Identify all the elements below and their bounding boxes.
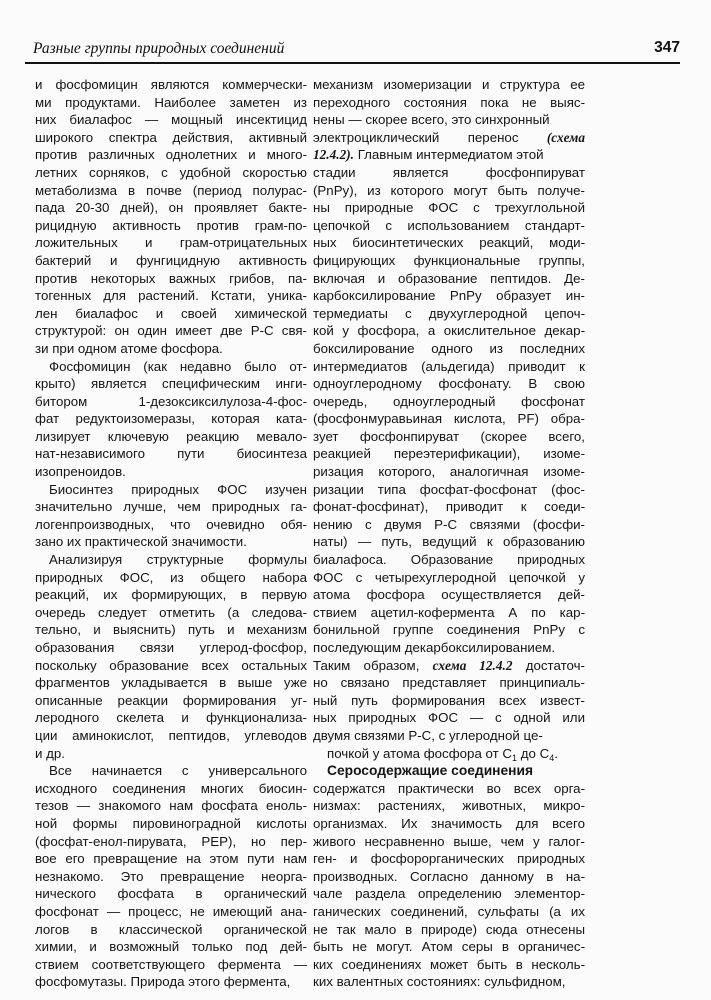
- text-line: ганических соединений, сульфаты (а их: [313, 903, 585, 919]
- text-line: изопреноидов.: [35, 464, 126, 480]
- text-line: логенпроизводных, что очевидно обя-: [35, 516, 307, 532]
- text-line: фонат-фосфинат), приводит к соеди-: [313, 499, 585, 515]
- text-line: и др.: [35, 745, 65, 761]
- text-line: но связано представляет принципиаль-: [313, 675, 585, 691]
- text-line: бактерий и фунгицидную активность: [35, 252, 307, 268]
- text-line: лен биалафос и своей химической: [35, 305, 307, 321]
- text-line: против некоторых важных грибов, па-: [35, 270, 307, 286]
- text-line: ных природных ФОС — с одной или: [313, 710, 585, 726]
- text-line: ны природные ФОС с трехуглольной: [313, 200, 585, 216]
- text-line: реакцией переэтерификации), изоме-: [313, 446, 585, 462]
- text-line: ный путь формирования всех извест-: [313, 692, 585, 708]
- text-line: битором 1-дезоксиксилулоза-4-фос-: [35, 393, 307, 409]
- text-line: вое его превращение на этом пути нам: [35, 851, 307, 867]
- text-line: зи при одном атоме фосфора.: [35, 340, 223, 356]
- paragraph: [35, 76, 307, 358]
- text-line: нению с двумя Р-С связями (фосфи-: [313, 516, 585, 532]
- text-line: зует фосфонпируват (скорее всего,: [313, 428, 585, 444]
- text-line: ствием ацетил-кофермента А по кар-: [313, 604, 585, 620]
- text-line: организмах. Их значимость для всего: [313, 815, 585, 831]
- section-heading: Серосодержащие соединения: [327, 763, 534, 779]
- text-line-with-scheme-ref: 12.4.2). Главным интермедиатом этой: [313, 147, 544, 163]
- running-header: [25, 36, 680, 62]
- text-line: термедиаты с двухуглеродной цепоч-: [313, 305, 585, 321]
- text-line: ной формы пировиноградной кислоты: [35, 815, 307, 831]
- paragraph: [313, 780, 585, 991]
- scheme-reference: 12.4.2).: [313, 147, 354, 163]
- text-line: фат редуктоизомеразы, которая ката-: [35, 411, 307, 427]
- text-line: нены — скорее всего, это синхронный: [313, 112, 550, 128]
- text-line: ген- и фосфорорганических природных: [313, 851, 585, 867]
- paragraph: [35, 762, 307, 991]
- scheme-reference: схема 12.4.2: [432, 657, 513, 673]
- text-line: поскольку образование всех остальных: [35, 657, 307, 673]
- text-line: них биалафос — мощный инсектицид: [35, 112, 307, 128]
- paragraph: [313, 164, 585, 657]
- text-line: производных. Согласно данному в на-: [313, 868, 585, 884]
- text-line: против различных однолетних и много-: [35, 147, 307, 163]
- text-line: Биосинтез природных ФОС изучен: [49, 481, 307, 497]
- text-line-with-scheme-ref: Таким образом, схема 12.4.2 достаточ-: [313, 657, 585, 673]
- text-line: ризация которого, аналогичная изоме-: [313, 464, 585, 480]
- text-line: бонильной группе соединения PnPy с: [313, 622, 585, 638]
- text-line: (фосфонмуравьиная кислота, PF) обра-: [313, 411, 585, 427]
- text-line: ких соединениях может быть в несколь-: [313, 956, 585, 972]
- text-line: включая и образование пептидов. Де-: [313, 270, 585, 286]
- text-line: рицидную активность против грам-по-: [35, 217, 307, 233]
- paragraph: [313, 674, 585, 744]
- text-line: почкой у атома фосфора от $С_1$ до $С_4$.: [327, 745, 558, 763]
- text-line: реакций, их формирующих, в первую: [35, 587, 307, 603]
- text-line: фрагментов укладывается в выше уже: [35, 675, 307, 691]
- text-line: очередь следует отметить (а следова-: [35, 604, 307, 620]
- text-line: Анализируя структурные формулы: [49, 552, 307, 568]
- text-line: Фосфомицин (как недавно было от-: [49, 358, 307, 374]
- text-line: быть не могут. Атом серы в органичес-: [313, 939, 585, 955]
- text-line: цепочкой с использованием стандарт-: [313, 217, 585, 233]
- text-line: (PnPy), из которого могут быть получе-: [313, 182, 585, 198]
- text-line: ных биосинтетических реакций, моди-: [313, 235, 585, 251]
- right-column: [313, 76, 585, 991]
- text-line: структурой: он один имеет две Р-С свя-: [35, 323, 307, 339]
- text-line: лизирует ключевую реакцию мевало-: [35, 428, 307, 444]
- text-line: ствием соответствующего фермента —: [35, 956, 307, 972]
- text-line: карбоксилирование PnPy образует ин-: [313, 288, 585, 304]
- text-line: природных ФОС, из общего набора: [35, 569, 307, 585]
- text-line: тогенных для растений. Кстати, уника-: [35, 288, 307, 304]
- text-line: ризации типа фосфат-фосфонат (фос-: [313, 481, 585, 497]
- left-column: [35, 76, 307, 991]
- text-line: нического фосфата в органический: [35, 886, 307, 902]
- text-line: пада 20-30 дней), он проявляет бакте-: [35, 200, 307, 216]
- text-line: (фосфат-енол-пирувата, PEP), но пер-: [35, 833, 307, 849]
- text-line: зано их практической значимости.: [35, 534, 247, 550]
- text-line: Все начинается с универсального: [49, 763, 307, 779]
- text-line: очередь, одноуглеродный фосфонат: [313, 393, 585, 409]
- paragraph: [35, 481, 307, 551]
- text-line: летних сорняков, с удобной скоростью: [35, 164, 307, 180]
- text-line: ми продуктами. Наиболее заметен из: [35, 94, 307, 110]
- text-line: описанные реакции формирования уг-: [35, 692, 307, 708]
- text-line: широкого спектра действия, активный: [35, 129, 307, 145]
- text-line: тельно, и выяснить) путь и механизм: [35, 622, 307, 638]
- text-line: атома фосфора осуществляется дей-: [313, 587, 585, 603]
- text-line: кой у фосфора, а окислительное декар-: [313, 323, 585, 339]
- text-line: тезов — знакомого нам фосфата еноль-: [35, 798, 307, 814]
- paragraph: [35, 551, 307, 762]
- text-line: стадии является фосфонпируват: [313, 164, 585, 180]
- text-line: двумя связями Р-С, с углеродной це-: [313, 727, 543, 743]
- header-divider: [25, 62, 680, 64]
- text-line: механизм изомеризации и структура ее: [313, 77, 585, 92]
- text-line: чале раздела определению элементор-: [313, 886, 585, 902]
- text-line: логов в классической органической: [35, 921, 307, 937]
- text-line: наты) — путь, ведущий к образованию: [313, 534, 585, 550]
- text-line: переходного состояния пока не выяс-: [313, 94, 585, 110]
- text-line: метаболизма в почве (период полурас-: [35, 182, 307, 198]
- scheme-reference: (схема: [546, 129, 585, 145]
- text-line-with-scheme-ref: электроциклический перенос (схема: [313, 129, 585, 145]
- text-line: леродного скелета и функционализа-: [35, 710, 307, 726]
- text-line: крыто) является специфическим инги-: [35, 376, 307, 392]
- text-line: незнакомо. Это превращение неорга-: [35, 868, 307, 884]
- text-line: интермедиатов (альдегида) приводит к: [313, 358, 585, 374]
- text-line: ФОС с четырехуглеродной цепочкой у: [313, 569, 585, 585]
- paragraph: [35, 358, 307, 481]
- paragraph: [313, 76, 585, 129]
- text-line: ции аминокислот, пептидов, углеводов: [35, 727, 307, 743]
- text-line: химии, и возможный только под дей-: [35, 939, 307, 955]
- text-line: низмах: растениях, животных, микро-: [313, 798, 585, 814]
- text-line: фосфонат — процесс, не имеющий ана-: [35, 903, 307, 919]
- text-line: исходного соединения многих биосин-: [35, 780, 307, 796]
- text-line: не так мало в природе) сюда отнесены: [313, 921, 585, 937]
- page-number: 347: [654, 39, 680, 56]
- text-line: одноуглеродному фосфонату. В свою: [313, 376, 585, 392]
- text-line: ложительных и грам-отрицательных: [35, 235, 307, 251]
- text-line: последующим декарбоксилированием.: [313, 640, 556, 655]
- section-title: Разные группы природных соединений: [33, 40, 285, 57]
- text-line: ких валентных состояниях: сульфидном,: [313, 974, 566, 990]
- text-line: живого несравненно выше, чем у галог-: [313, 833, 585, 849]
- text-line: нат-независимого пути биосинтеза: [35, 446, 307, 462]
- text-line: биалафоса. Образование природных: [313, 552, 585, 568]
- text-line: содержатся практически во всех орга-: [313, 780, 585, 796]
- text-line: фосфомутазы. Природа этого фермента,: [35, 974, 291, 990]
- text-line: фицирующих функциональные группы,: [313, 252, 585, 268]
- text-line: значительно лучше, чем природных га-: [35, 499, 307, 515]
- text-line: и фосфомицин являются коммерчески-: [35, 77, 307, 92]
- text-line: боксилирование одного из последних: [313, 340, 585, 356]
- text-line: образования связи углерод-фосфор,: [35, 640, 307, 655]
